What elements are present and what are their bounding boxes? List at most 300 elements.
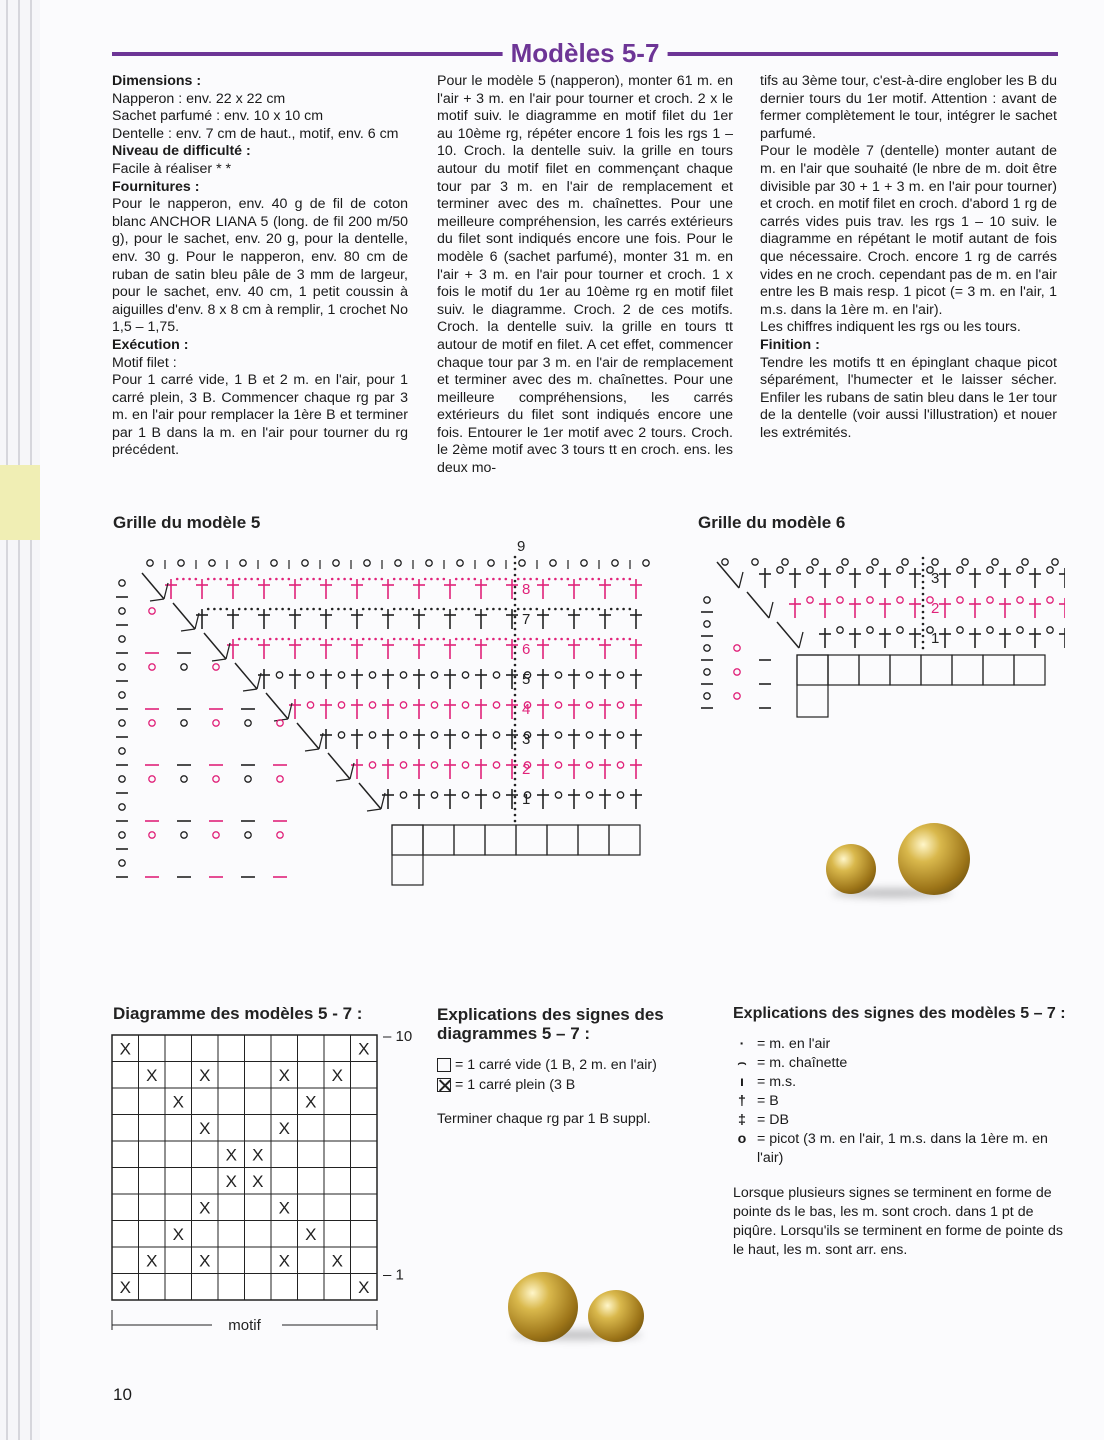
picot-symbol (897, 567, 903, 573)
empty-square (454, 825, 485, 855)
empty-square (547, 825, 578, 855)
picot-symbol (149, 664, 155, 670)
chain-stitch-symbol (514, 694, 517, 697)
row-label: 2 (522, 761, 531, 778)
chain-stitch-symbol (238, 578, 241, 581)
legend-symbol-row (733, 1073, 1063, 1092)
corner-fan-symbol (359, 783, 381, 809)
chain-stitch-symbol (560, 578, 563, 581)
picot-symbol (957, 567, 963, 573)
picot-symbol (400, 762, 406, 768)
pearl-image (826, 844, 876, 894)
chain-stitch-symbol (288, 578, 291, 581)
chain-stitch-symbol (922, 629, 925, 632)
chain-stitch-symbol (514, 754, 517, 757)
legend-symbol-text: = picot (3 m. en l'air, 1 m.s. dans la 1ère m. en l'air) (757, 1131, 1048, 1166)
picot-symbol (617, 672, 623, 678)
picot-symbol (586, 702, 592, 708)
chain-stitch-symbol (922, 605, 925, 608)
picot-symbol (617, 702, 623, 708)
chain-stitch-symbol (486, 638, 489, 641)
picot-symbol (400, 732, 406, 738)
chain-stitch-symbol (505, 638, 508, 641)
chain-stitch-symbol (517, 638, 520, 641)
picot-symbol (493, 702, 499, 708)
empty-square (952, 655, 983, 685)
corner-fan-symbol (367, 809, 381, 811)
corner-fan-symbol (305, 749, 319, 751)
picot-symbol (957, 627, 963, 633)
picot-symbol (119, 804, 125, 810)
picot-symbol (1052, 559, 1058, 565)
picot-symbol (178, 560, 184, 566)
chain-stitch-symbol (514, 622, 517, 625)
stitch-symbol-icon: † (738, 1093, 746, 1109)
chain-stitch-symbol (238, 638, 241, 641)
chain-stitch-symbol (622, 608, 625, 611)
picot-symbol (586, 732, 592, 738)
chain-stitch-symbol (498, 608, 501, 611)
page-title: Modèles 5-7 (503, 38, 668, 68)
chain-stitch-symbol (300, 608, 303, 611)
stitch-symbol-icon: ‡ (738, 1112, 746, 1128)
picot-symbol (462, 732, 468, 738)
chain-stitch-symbol (922, 611, 925, 614)
instructions-text: Pour le modèle 5 (napperon), monter 61 m. en l'air + 3 m. en l'air pour tourner et croch. 2 x le motif suiv. le diagramme en motif filet du 1er au 10ème rg, répéter encore 1 fois les rgs 1 – 10. Croch. la dentelle suiv. la grille en tours autour du motif filet en commençant chaque tour par 3 m. en l'air de remplacement et terminer avec des m. chaînettes. Pour une meilleure compréhension, les carrés extérieurs du filet sont indiqués encore une fois. Pour le modèle 6 (sachet parfumé), monter 31 m. en l'air + 3 m. en l'air pour tourner et croch. 1 x fois le motif du 1er au 10ème rg en motif filet suiv. le diagramme. Croch. 2 de ces motifs. Croch. la dentelle suiv. la grille en tours tt autour de motif en filet. A cet effet, commencer chaque tour par 3 m. en l'air de remplacement et terminer avec des m. chaînettes. Pour une meilleure compréhensions, les carrés extérieurs du filet sont indiqués encore une fois. Entourer le 1er motif avec 2 tours. Croch. le 2ème motif avec 3 tours tt en croch. ens. les deux mo- (437, 73, 733, 477)
diagram-row-label-top: – 10 (383, 1028, 413, 1045)
chain-stitch-symbol (381, 638, 384, 641)
picot-symbol (643, 560, 649, 566)
chain-stitch-symbol (579, 608, 582, 611)
model7-text: Pour le modèle 7 (dentelle) monter autant de m. en l'air que souhaité (le nbre de m. doit être divisible par 30 + 1 + 3 m. en l'air pour tourner) et croch. en motif filet en croch. d'abord 1 rg de carrés vides puis trav. les rgs 1 – 10 suiv. le diagramme en répétant le motif autant de fois que nécessaire. Croch. encore 1 rg de carrés vides en ne croch. cependant pas de m. en l'air entre les B mais resp. 1 picot (= 3 m. en l'air, 1 m.s. dans la 1ère m. en l'air). (760, 143, 1057, 318)
chain-stitch-symbol (281, 638, 284, 641)
chain-stitch-symbol (529, 608, 532, 611)
chain-stitch-symbol (343, 578, 346, 581)
picot-symbol (181, 776, 187, 782)
chain-stitch-symbol (207, 608, 210, 611)
legend-signs (437, 1055, 707, 1129)
picot-symbol (807, 597, 813, 603)
chain-stitch-symbol (591, 608, 594, 611)
corner-fan-symbol (328, 753, 350, 779)
picot-symbol (987, 597, 993, 603)
filled-square-mark: X (358, 1277, 370, 1297)
chain-stitch-symbol (514, 604, 517, 607)
chain-stitch-symbol (405, 638, 408, 641)
pearl-image (508, 1272, 578, 1342)
chain-stitch-symbol (467, 638, 470, 641)
chain-stitch-symbol (514, 736, 517, 739)
chain-stitch-symbol (514, 814, 517, 817)
chain-stitch-symbol (567, 638, 570, 641)
instructions-text-continued: tifs au 3ème tour, c'est-à-dire englober les B du dernier tours du 1er motif. Attention : avant de fermer complètement le tour, intégrer le sachet parfumé. (760, 73, 1057, 142)
chain-stitch-symbol (514, 778, 517, 781)
chain-stitch-symbol (275, 578, 278, 581)
picot-symbol (119, 748, 125, 754)
grid6-chart (695, 550, 1065, 725)
chain-stitch-symbol (514, 610, 517, 613)
picot-symbol (1017, 627, 1023, 633)
chain-stitch-symbol (514, 718, 517, 721)
picot-symbol (992, 559, 998, 565)
filled-square-mark: X (146, 1065, 158, 1085)
picot-symbol (612, 560, 618, 566)
chain-stitch-symbol (443, 608, 446, 611)
chain-stitch-symbol (514, 646, 517, 649)
chain-stitch-symbol (922, 569, 925, 572)
dimension-line: Napperon : env. 22 x 22 cm (112, 90, 286, 107)
chain-stitch-symbol (337, 638, 340, 641)
chain-stitch-symbol (598, 638, 601, 641)
chain-stitch-symbol (514, 802, 517, 805)
chain-stitch-symbol (498, 578, 501, 581)
chain-stitch-symbol (579, 578, 582, 581)
picot-symbol (734, 669, 740, 675)
corner-fan-symbol (243, 689, 257, 691)
filled-square-mark: X (225, 1145, 237, 1165)
picot-symbol (1022, 559, 1028, 565)
row-label: 9 (517, 538, 526, 555)
chain-stitch-symbol (312, 578, 315, 581)
chain-stitch-symbol (560, 608, 563, 611)
filled-square-mark: X (172, 1092, 184, 1112)
picot-symbol (987, 627, 993, 633)
chain-stitch-symbol (381, 578, 384, 581)
legend-symbol-text: = m. en l'air (757, 1036, 831, 1052)
chain-stitch-symbol (226, 578, 229, 581)
chain-stitch-symbol (219, 578, 222, 581)
chain-stitch-symbol (374, 638, 377, 641)
stitch-symbol-icon: ⌢ (737, 1055, 747, 1071)
execution-heading: Exécution : (112, 336, 189, 353)
picot-symbol (867, 627, 873, 633)
chain-stitch-symbol (443, 638, 446, 641)
filled-square-mark: X (146, 1251, 158, 1271)
chain-stitch-symbol (319, 608, 322, 611)
filled-square-icon (437, 1078, 451, 1092)
legend-symbol-row (733, 1035, 1063, 1054)
title-bar (112, 38, 1058, 68)
column-2 (437, 73, 733, 478)
chain-stitch-symbol (922, 623, 925, 626)
chain-stitch-symbol (514, 586, 517, 589)
picot-symbol (555, 732, 561, 738)
corner-fan-symbol (747, 592, 769, 618)
legend-full-row (437, 1075, 707, 1095)
chain-stitch-symbol (362, 578, 365, 581)
row-label: 7 (522, 611, 531, 628)
chain-stitch-symbol (514, 682, 517, 685)
empty-square (797, 655, 828, 685)
chain-stitch-symbol (430, 638, 433, 641)
row-label: 1 (931, 630, 940, 647)
legend-symbol-row (733, 1130, 1063, 1168)
chain-stitch-symbol (517, 578, 520, 581)
motif-label: motif (228, 1317, 261, 1334)
empty-square (828, 655, 859, 685)
picot-symbol (586, 792, 592, 798)
picot-symbol (369, 732, 375, 738)
row-label: 6 (522, 641, 531, 658)
picot-symbol (1017, 567, 1023, 573)
page-spine-line (18, 0, 20, 1440)
filled-square-mark: X (199, 1198, 211, 1218)
filled-square-mark: X (331, 1251, 343, 1271)
empty-square (1014, 655, 1045, 685)
row-label: 8 (522, 581, 531, 598)
diagram-title: Diagramme des modèles 5 - 7 : (113, 1004, 363, 1023)
chain-stitch-symbol (331, 578, 334, 581)
picot-symbol (752, 559, 758, 565)
picot-symbol (617, 762, 623, 768)
picot-symbol (147, 560, 153, 566)
chain-stitch-symbol (455, 638, 458, 641)
chain-stitch-symbol (616, 638, 619, 641)
picot-symbol (149, 720, 155, 726)
chain-stitch-symbol (393, 578, 396, 581)
picot-symbol (782, 559, 788, 565)
chain-stitch-symbol (281, 578, 284, 581)
legend-symbol-list (733, 1035, 1063, 1168)
corner-fan-symbol (777, 622, 799, 648)
picot-symbol (457, 560, 463, 566)
picot-symbol (181, 664, 187, 670)
row-label: 4 (522, 701, 531, 718)
column-1 (112, 73, 408, 460)
stitch-symbol-icon: o (737, 1131, 747, 1147)
chain-stitch-symbol (514, 592, 517, 595)
chain-stitch-symbol (350, 578, 353, 581)
column-3 (760, 73, 1057, 442)
chain-stitch-symbol (922, 581, 925, 584)
picot-symbol (897, 597, 903, 603)
picot-symbol (271, 560, 277, 566)
picot-symbol (1017, 597, 1023, 603)
picot-symbol (333, 560, 339, 566)
picot-symbol (307, 672, 313, 678)
picot-symbol (957, 597, 963, 603)
chain-stitch-symbol (514, 562, 517, 565)
chain-stitch-symbol (523, 608, 526, 611)
picot-symbol (550, 560, 556, 566)
empty-square (516, 825, 547, 855)
corner-fan-symbol (717, 562, 739, 588)
legend-signs-title: Explications des signes des diagrammes 5 – 7 : (437, 1005, 664, 1043)
chain-stitch-symbol (306, 578, 309, 581)
chain-stitch-symbol (269, 638, 272, 641)
filled-square-mark: X (278, 1198, 290, 1218)
finishing-text: Tendre les motifs tt en épinglant chaque picot séparément, l'humecter et le laisser sécher. Enfiler les rubans de satin bleu dans le 1er tour de la dentelle (voir aussi l'illustration) et nouer les extrémités. (760, 354, 1057, 441)
picot-symbol (555, 762, 561, 768)
picot-symbol (462, 672, 468, 678)
chain-stitch-symbol (610, 578, 613, 581)
picot-symbol (1047, 597, 1053, 603)
picot-symbol (837, 627, 843, 633)
chain-stitch-symbol (424, 608, 427, 611)
chain-stitch-symbol (250, 578, 253, 581)
chain-stitch-symbol (922, 575, 925, 578)
chain-stitch-symbol (514, 676, 517, 679)
chain-stitch-symbol (629, 638, 632, 641)
page-number: 10 (113, 1385, 132, 1404)
row-label: 5 (522, 671, 531, 688)
chain-stitch-symbol (350, 608, 353, 611)
picot-symbol (462, 702, 468, 708)
chain-stitch-symbol (514, 598, 517, 601)
chain-stitch-symbol (436, 608, 439, 611)
chain-stitch-symbol (300, 578, 303, 581)
chain-stitch-symbol (412, 578, 415, 581)
chain-stitch-symbol (461, 578, 464, 581)
row-label: 3 (522, 731, 531, 748)
chain-stitch-symbol (548, 578, 551, 581)
filled-square-mark: X (199, 1251, 211, 1271)
chain-stitch-symbol (529, 638, 532, 641)
picot-symbol (431, 672, 437, 678)
chain-stitch-symbol (213, 578, 216, 581)
chain-stitch-symbol (514, 664, 517, 667)
chain-stitch-symbol (275, 608, 278, 611)
corner-fan-symbol (173, 603, 195, 629)
chain-stitch-symbol (514, 724, 517, 727)
chain-stitch-symbol (629, 608, 632, 611)
chain-stitch-symbol (257, 608, 260, 611)
chain-stitch-symbol (269, 608, 272, 611)
chain-stitch-symbol (514, 670, 517, 673)
chain-stitch-symbol (374, 578, 377, 581)
chain-stitch-symbol (331, 638, 334, 641)
chain-stitch-symbol (922, 587, 925, 590)
picot-symbol (149, 832, 155, 838)
picot-symbol (277, 832, 283, 838)
chain-stitch-symbol (514, 820, 517, 823)
picot-symbol (245, 776, 251, 782)
legend-symbols-title: Explications des signes des modèles 5 – 7 : (733, 1005, 1066, 1022)
chain-stitch-symbol (288, 638, 291, 641)
picot-symbol (431, 732, 437, 738)
corner-fan-symbol (142, 573, 164, 599)
chain-stitch-symbol (622, 638, 625, 641)
chain-stitch-symbol (922, 557, 925, 560)
picot-symbol (213, 720, 219, 726)
chain-stitch-symbol (514, 706, 517, 709)
corner-fan-symbol (769, 602, 773, 618)
chain-stitch-symbol (436, 578, 439, 581)
chain-stitch-symbol (514, 568, 517, 571)
chain-stitch-symbol (362, 638, 365, 641)
picot-symbol (149, 608, 155, 614)
chain-stitch-symbol (461, 608, 464, 611)
picot-symbol (837, 597, 843, 603)
chain-stitch-symbol (922, 617, 925, 620)
chain-stitch-symbol (381, 608, 384, 611)
empty-square (609, 825, 640, 855)
row-label: 3 (931, 570, 940, 587)
difficulty-heading: Niveau de difficulté : (112, 143, 251, 160)
picot-symbol (722, 559, 728, 565)
picot-symbol (704, 645, 710, 651)
chain-stitch-symbol (529, 578, 532, 581)
chain-stitch-symbol (176, 578, 179, 581)
chain-stitch-symbol (548, 608, 551, 611)
chain-stitch-symbol (486, 608, 489, 611)
picot-symbol (617, 792, 623, 798)
legend-empty-row (437, 1055, 707, 1075)
stitch-symbol-icon: · (739, 1036, 745, 1052)
chain-stitch-symbol (399, 638, 402, 641)
chain-stitch-symbol (591, 578, 594, 581)
chain-stitch-symbol (514, 688, 517, 691)
chain-stitch-symbol (505, 578, 508, 581)
chain-stitch-symbol (598, 578, 601, 581)
legend-note: Terminer chaque rg par 1 B suppl. (437, 1111, 651, 1127)
filled-square-mark: X (305, 1224, 317, 1244)
chain-stitch-symbol (629, 578, 632, 581)
chain-stitch-symbol (368, 638, 371, 641)
chain-stitch-symbol (393, 638, 396, 641)
chain-stitch-symbol (922, 641, 925, 644)
row-label: 1 (522, 791, 531, 808)
chain-stitch-symbol (514, 700, 517, 703)
chain-stitch-symbol (219, 608, 222, 611)
chain-stitch-symbol (281, 608, 284, 611)
grid5-title: Grille du modèle 5 (113, 513, 261, 532)
picot-symbol (493, 762, 499, 768)
filled-square-mark: X (278, 1118, 290, 1138)
picot-symbol (369, 702, 375, 708)
chain-stitch-symbol (405, 578, 408, 581)
picot-symbol (555, 672, 561, 678)
chain-stitch-symbol (343, 608, 346, 611)
legend-symbol-row (733, 1092, 1063, 1111)
chain-stitch-symbol (622, 578, 625, 581)
chain-stitch-symbol (443, 578, 446, 581)
chain-stitch-symbol (567, 608, 570, 611)
dimensions-heading: Dimensions : (112, 73, 202, 89)
picot-symbol (462, 792, 468, 798)
chain-stitch-symbol (492, 608, 495, 611)
pearl-image (588, 1290, 644, 1342)
chain-stitch-symbol (536, 638, 539, 641)
picot-symbol (119, 664, 125, 670)
picot-symbol (488, 560, 494, 566)
pearl-image (898, 823, 970, 895)
picot-symbol (519, 560, 525, 566)
corner-fan-symbol (266, 693, 288, 719)
chain-stitch-symbol (610, 638, 613, 641)
chain-stitch-symbol (250, 638, 253, 641)
corner-fan-symbol (150, 599, 164, 601)
filled-square-mark: X (225, 1171, 237, 1191)
chain-stitch-symbol (399, 608, 402, 611)
chain-stitch-symbol (514, 748, 517, 751)
chain-stitch-symbol (343, 638, 346, 641)
chain-stitch-symbol (585, 608, 588, 611)
chain-stitch-symbol (514, 796, 517, 799)
filled-square-mark: X (172, 1224, 184, 1244)
chain-stitch-symbol (514, 730, 517, 733)
corner-fan-symbol (235, 663, 257, 689)
chain-stitch-symbol (337, 578, 340, 581)
difficulty-text: Facile à réaliser * * (112, 160, 232, 177)
chain-stitch-symbol (514, 766, 517, 769)
chain-stitch-symbol (514, 808, 517, 811)
chain-stitch-symbol (922, 635, 925, 638)
picot-symbol (213, 664, 219, 670)
picot-symbol (426, 560, 432, 566)
picot-symbol (149, 776, 155, 782)
diagram-row-label-bottom: – 1 (383, 1266, 404, 1284)
